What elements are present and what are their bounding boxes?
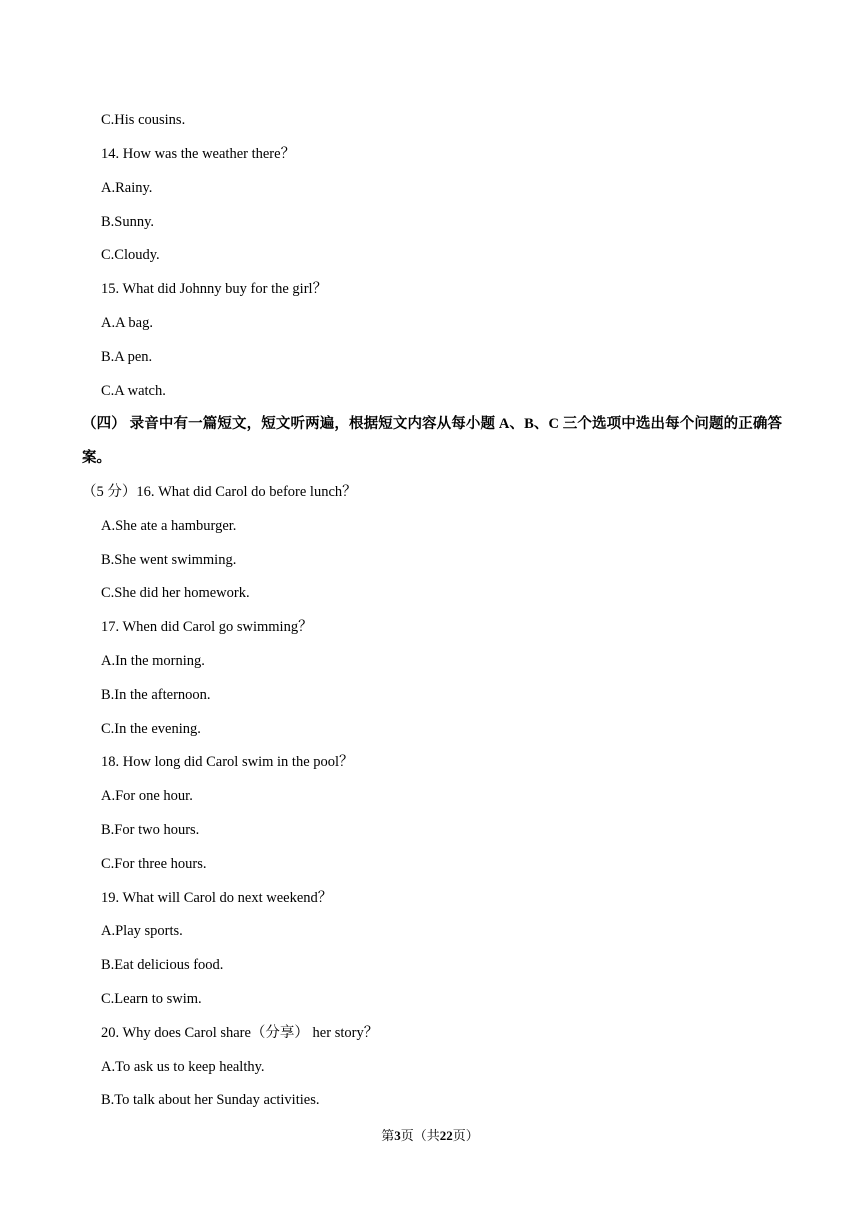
page-footer: [0, 1127, 860, 1145]
footer-suffix: 页）: [452, 1128, 479, 1143]
q18-option-b: B.For two hours.: [101, 822, 200, 838]
q20-question: 20. Why does Carol share（分享） her story？: [101, 1025, 379, 1041]
q14-option-a: A.Rainy.: [101, 180, 153, 196]
q16-line: [82, 482, 357, 502]
footer-prefix: 第: [381, 1128, 395, 1143]
q16-option-c: C.She did her homework.: [101, 585, 250, 601]
q19-option-b: B.Eat delicious food.: [101, 957, 224, 973]
q19-question: 19. What will Carol do next weekend？: [101, 890, 333, 906]
q15-question: 15. What did Johnny buy for the girl？: [101, 281, 328, 297]
footer-middle: 页（共: [400, 1128, 440, 1143]
q14-option-c: C.Cloudy.: [101, 247, 160, 263]
q16-question: 16. What did Carol do before lunch？: [136, 484, 357, 500]
q16-option-a: A.She ate a hamburger.: [101, 518, 237, 534]
score-label: （5 分）: [82, 484, 137, 500]
q15-option-b: B.A pen.: [101, 349, 153, 365]
q14-option-b: B.Sunny.: [101, 214, 155, 230]
q18-option-c: C.For three hours.: [101, 856, 207, 872]
q17-question: 17. When did Carol go swimming？: [101, 619, 313, 635]
section-four-heading: （四） 录音中有一篇短文，短文听两遍，根据短文内容从每小题 A、B、C 三个选项中选出每个问题的正确答案。: [82, 416, 782, 466]
q17-option-a: A.In the morning.: [101, 653, 205, 669]
footer-total-pages: 22: [439, 1128, 453, 1143]
q16-option-b: B.She went swimming.: [101, 552, 237, 568]
q17-option-b: B.In the afternoon.: [101, 687, 211, 703]
q18-question: 18. How long did Carol swim in the pool？: [101, 754, 354, 770]
q20-option-a: A.To ask us to keep healthy.: [101, 1059, 265, 1075]
q19-option-a: A.Play sports.: [101, 923, 183, 939]
q13-option-c: C.His cousins.: [101, 112, 186, 128]
q17-option-c: C.In the evening.: [101, 721, 201, 737]
q14-question: 14. How was the weather there？: [101, 146, 296, 162]
q19-option-c: C.Learn to swim.: [101, 991, 202, 1007]
footer-page-number: 3: [394, 1128, 401, 1143]
q15-option-a: A.A bag.: [101, 315, 153, 331]
q18-option-a: A.For one hour.: [101, 788, 193, 804]
q15-option-c: C.A watch.: [101, 383, 166, 399]
q20-option-b: B.To talk about her Sunday activities.: [101, 1092, 320, 1108]
